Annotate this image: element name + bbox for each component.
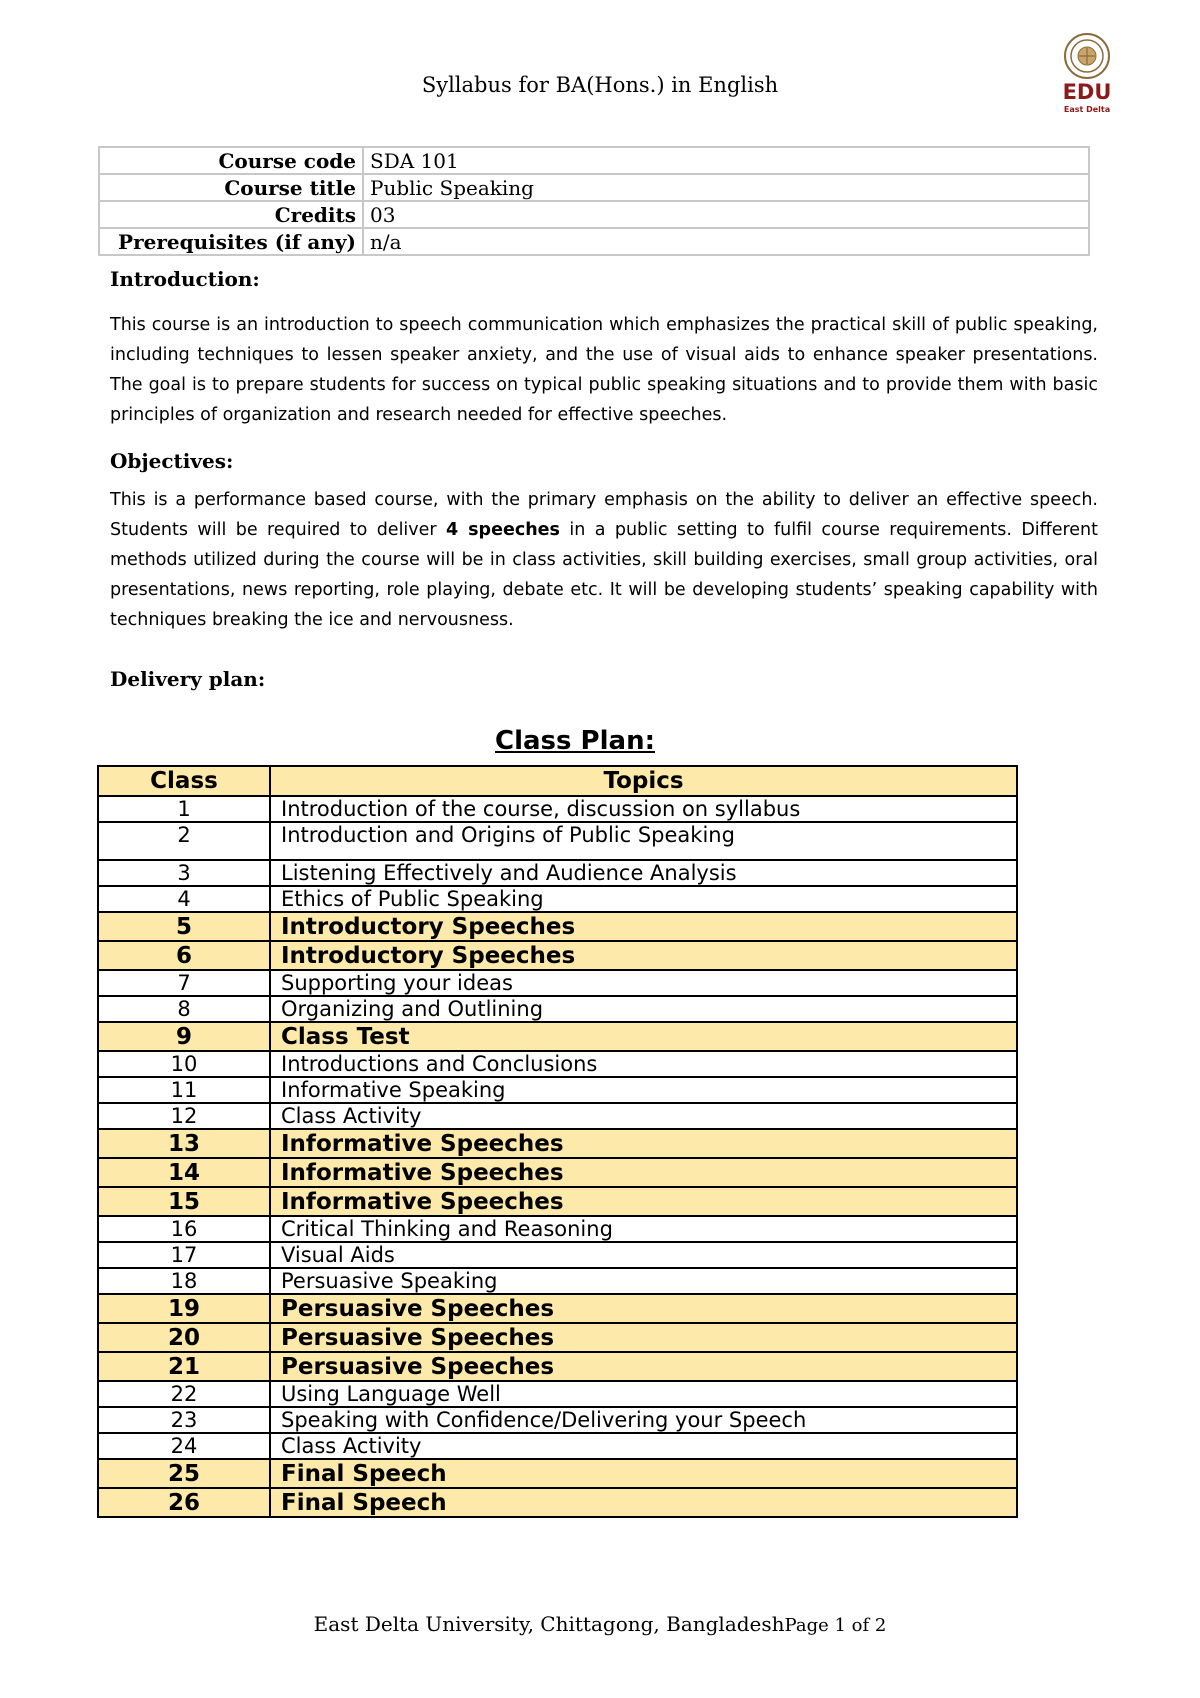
class-plan-row bbox=[98, 796, 1017, 822]
class-plan-row bbox=[98, 1077, 1017, 1103]
class-plan-header-row bbox=[98, 766, 1017, 796]
course-info-row bbox=[99, 201, 1089, 228]
class-plan-row bbox=[98, 1216, 1017, 1242]
class-topic-cell: Introductory Speeches bbox=[270, 912, 1017, 941]
course-info-row bbox=[99, 147, 1089, 174]
class-number-cell: 25 bbox=[98, 1459, 270, 1488]
class-plan-row bbox=[98, 1187, 1017, 1216]
page-footer bbox=[0, 1612, 1200, 1636]
introduction-heading: Introduction: bbox=[110, 267, 260, 291]
course-info-key: Course title bbox=[99, 174, 363, 201]
objectives-heading: Objectives: bbox=[110, 449, 234, 473]
course-info-value: 03 bbox=[363, 201, 1089, 228]
class-number-cell: 2 bbox=[98, 822, 270, 860]
class-topic-cell: Visual Aids bbox=[270, 1242, 1017, 1268]
objectives-text-part-2: in a public setting to fulfil course requirements. Different methods utilized during the course will be in class activities, skill building exercises, small group activities, oral presentations, news reporting, role playing, debate etc. It will be developing students’ speaking capability with techniques breaking the ice and nervousness. bbox=[110, 520, 1099, 630]
objectives-text-part-1: This is a performance based course, with the primary emphasis on the ability to deliver an effective speech. Students will be required to deliver bbox=[110, 490, 1098, 540]
class-plan-row bbox=[98, 1381, 1017, 1407]
topics-column-header: Topics bbox=[270, 766, 1017, 796]
class-plan-row bbox=[98, 1433, 1017, 1459]
class-plan-row bbox=[98, 1129, 1017, 1158]
class-number-cell: 21 bbox=[98, 1352, 270, 1381]
class-plan-table bbox=[97, 765, 1018, 1518]
class-number-cell: 16 bbox=[98, 1216, 270, 1242]
class-plan-row bbox=[98, 996, 1017, 1022]
class-topic-cell: Introductory Speeches bbox=[270, 941, 1017, 970]
class-topic-cell: Introduction and Origins of Public Speaking bbox=[270, 822, 1017, 860]
class-number-cell: 12 bbox=[98, 1103, 270, 1129]
course-info-row bbox=[99, 174, 1089, 201]
class-number-cell: 24 bbox=[98, 1433, 270, 1459]
class-number-cell: 23 bbox=[98, 1407, 270, 1433]
class-number-cell: 13 bbox=[98, 1129, 270, 1158]
class-plan-row bbox=[98, 1242, 1017, 1268]
class-plan-row bbox=[98, 1158, 1017, 1187]
class-topic-cell: Critical Thinking and Reasoning bbox=[270, 1216, 1017, 1242]
class-plan-row bbox=[98, 970, 1017, 996]
svg-text:East Delta: East Delta bbox=[1063, 105, 1111, 114]
class-topic-cell: Supporting your ideas bbox=[270, 970, 1017, 996]
class-number-cell: 1 bbox=[98, 796, 270, 822]
class-topic-cell: Informative Speaking bbox=[270, 1077, 1017, 1103]
class-number-cell: 7 bbox=[98, 970, 270, 996]
course-info-row bbox=[99, 228, 1089, 255]
class-plan-row bbox=[98, 912, 1017, 941]
class-plan-row bbox=[98, 886, 1017, 912]
class-plan-row bbox=[98, 860, 1017, 886]
class-plan-row bbox=[98, 1268, 1017, 1294]
university-seal-icon bbox=[1053, 30, 1121, 120]
class-number-cell: 18 bbox=[98, 1268, 270, 1294]
class-number-cell: 26 bbox=[98, 1488, 270, 1517]
class-topic-cell: Ethics of Public Speaking bbox=[270, 886, 1017, 912]
class-topic-cell: Class Activity bbox=[270, 1103, 1017, 1129]
class-plan-row bbox=[98, 1323, 1017, 1352]
course-info-value: n/a bbox=[363, 228, 1089, 255]
class-number-cell: 11 bbox=[98, 1077, 270, 1103]
class-topic-cell: Using Language Well bbox=[270, 1381, 1017, 1407]
class-topic-cell: Final Speech bbox=[270, 1488, 1017, 1517]
class-plan-row bbox=[98, 1051, 1017, 1077]
class-column-header: Class bbox=[98, 766, 270, 796]
class-number-cell: 19 bbox=[98, 1294, 270, 1323]
class-number-cell: 17 bbox=[98, 1242, 270, 1268]
class-topic-cell: Persuasive Speeches bbox=[270, 1294, 1017, 1323]
footer-page-number: Page 1 of 2 bbox=[784, 1615, 887, 1636]
class-number-cell: 9 bbox=[98, 1022, 270, 1051]
class-plan-row bbox=[98, 1022, 1017, 1051]
class-topic-cell: Listening Effectively and Audience Analysis bbox=[270, 860, 1017, 886]
objectives-emphasis: 4 speeches bbox=[446, 520, 560, 540]
class-number-cell: 10 bbox=[98, 1051, 270, 1077]
delivery-plan-heading: Delivery plan: bbox=[110, 667, 266, 691]
course-info-value: SDA 101 bbox=[363, 147, 1089, 174]
class-number-cell: 3 bbox=[98, 860, 270, 886]
course-info-value: Public Speaking bbox=[363, 174, 1089, 201]
class-plan-title: Class Plan: bbox=[495, 726, 655, 756]
class-topic-cell: Class Test bbox=[270, 1022, 1017, 1051]
class-topic-cell: Introduction of the course, discussion on syllabus bbox=[270, 796, 1017, 822]
class-topic-cell: Persuasive Speaking bbox=[270, 1268, 1017, 1294]
class-topic-cell: Informative Speeches bbox=[270, 1187, 1017, 1216]
course-info-table bbox=[98, 146, 1090, 256]
class-topic-cell: Class Activity bbox=[270, 1433, 1017, 1459]
class-topic-cell: Persuasive Speeches bbox=[270, 1323, 1017, 1352]
course-info-key: Prerequisites (if any) bbox=[99, 228, 363, 255]
class-number-cell: 15 bbox=[98, 1187, 270, 1216]
class-topic-cell: Organizing and Outlining bbox=[270, 996, 1017, 1022]
class-number-cell: 14 bbox=[98, 1158, 270, 1187]
footer-university: East Delta University, Chittagong, Bangladesh bbox=[313, 1612, 785, 1636]
class-number-cell: 6 bbox=[98, 941, 270, 970]
class-number-cell: 5 bbox=[98, 912, 270, 941]
class-topic-cell: Persuasive Speeches bbox=[270, 1352, 1017, 1381]
class-plan-row bbox=[98, 1103, 1017, 1129]
introduction-text: This course is an introduction to speech communication which emphasizes the practical skill of public speaking, including techniques to lessen speaker anxiety, and the use of visual aids to enhance speaker presentations. The goal is to prepare students for success on typical public speaking situations and to provide them with basic principles of organization and research needed for effective speeches. bbox=[110, 315, 1098, 425]
class-topic-cell: Introductions and Conclusions bbox=[270, 1051, 1017, 1077]
class-plan-row bbox=[98, 1459, 1017, 1488]
objectives-text bbox=[110, 485, 1098, 635]
class-number-cell: 4 bbox=[98, 886, 270, 912]
course-info-key: Credits bbox=[99, 201, 363, 228]
class-plan-row bbox=[98, 1407, 1017, 1433]
class-topic-cell: Final Speech bbox=[270, 1459, 1017, 1488]
university-logo bbox=[1053, 30, 1121, 120]
class-topic-cell: Informative Speeches bbox=[270, 1158, 1017, 1187]
svg-text:EDU: EDU bbox=[1062, 80, 1112, 104]
class-number-cell: 8 bbox=[98, 996, 270, 1022]
class-plan-row bbox=[98, 1294, 1017, 1323]
class-plan-row bbox=[98, 822, 1017, 860]
class-plan-row bbox=[98, 941, 1017, 970]
class-number-cell: 20 bbox=[98, 1323, 270, 1352]
class-topic-cell: Informative Speeches bbox=[270, 1129, 1017, 1158]
course-info-key: Course code bbox=[99, 147, 363, 174]
class-plan-row bbox=[98, 1488, 1017, 1517]
class-plan-row bbox=[98, 1352, 1017, 1381]
document-header-title: Syllabus for BA(Hons.) in English bbox=[421, 73, 779, 97]
class-topic-cell: Speaking with Confidence/Delivering your Speech bbox=[270, 1407, 1017, 1433]
class-number-cell: 22 bbox=[98, 1381, 270, 1407]
